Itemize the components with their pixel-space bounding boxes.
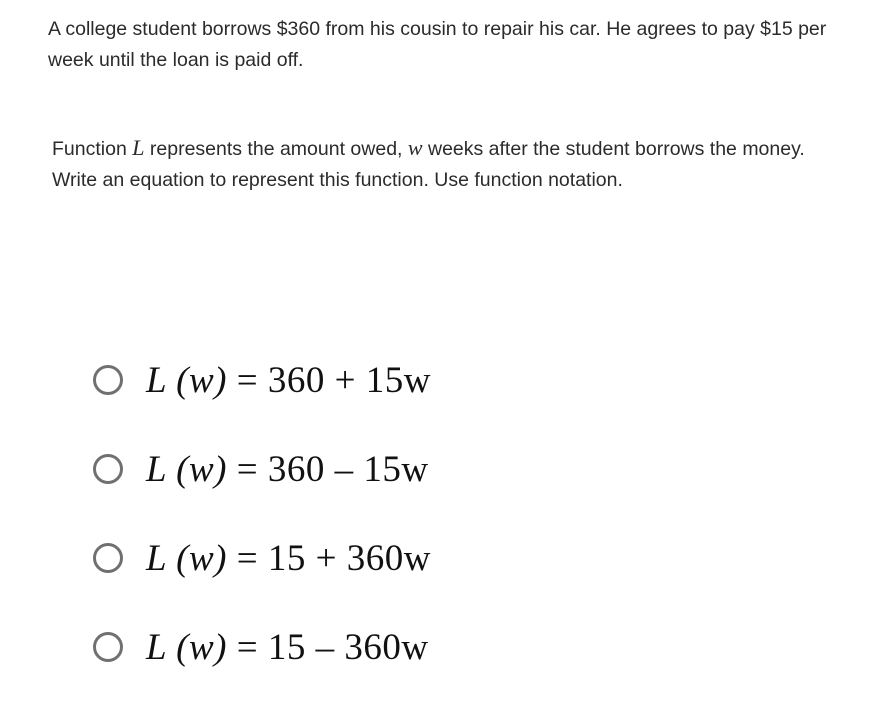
radio-button[interactable] [93,632,123,662]
function-variable-L: L [132,135,145,160]
question-text-part-1: Function [52,138,133,160]
problem-prompt: A college student borrows $360 from his cousin to repair his car. He agrees to pay $15 per week until the loan is paid off. [48,18,827,71]
choice-formula [146,359,431,402]
answer-choice-4[interactable] [93,617,693,677]
radio-button[interactable] [93,543,123,573]
formula-lhs: L (w) [146,359,227,401]
answer-choice-3[interactable] [93,528,693,588]
radio-button[interactable] [93,365,123,395]
formula-lhs: L (w) [146,626,227,668]
answer-choice-1[interactable] [93,350,693,410]
formula-rhs: = 15 + 360w [236,537,431,579]
question-text-part-3: weeks after the student borrows the money. Write an equation to represent this function. Use function notation. [52,138,805,191]
answer-choice-2[interactable] [93,439,693,499]
formula-lhs: L (w) [146,537,227,579]
weeks-variable-w: w [407,135,423,160]
formula-lhs: L (w) [146,448,227,490]
question-text-part-2: represents the amount owed, [144,138,408,160]
choice-formula [146,448,429,491]
answer-choices [93,350,693,706]
formula-rhs: = 15 – 360w [236,626,429,668]
choice-formula [146,626,429,669]
formula-rhs: = 360 – 15w [236,448,429,490]
question-text [52,132,852,196]
formula-rhs: = 360 + 15w [236,359,431,401]
radio-button[interactable] [93,454,123,484]
choice-formula [146,537,431,580]
